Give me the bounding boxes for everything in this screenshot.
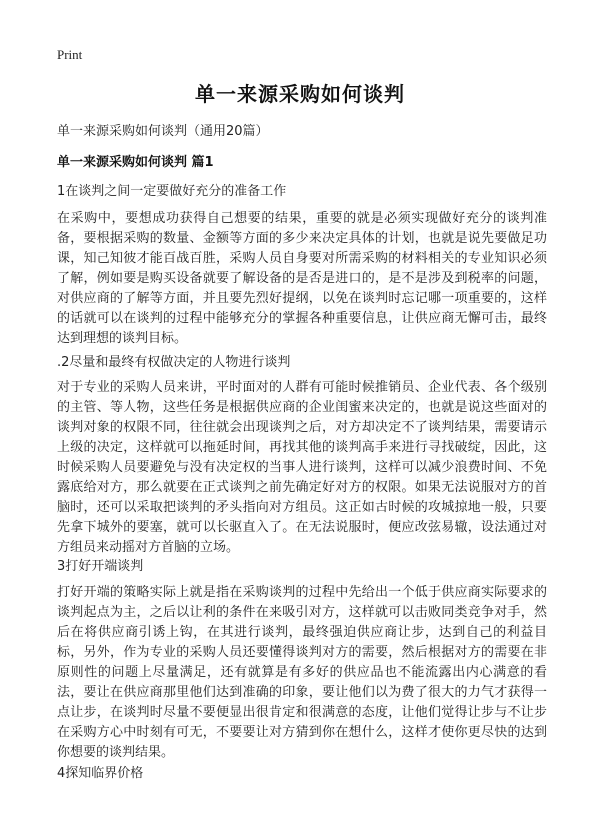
- print-label: Print: [57, 47, 83, 62]
- section-heading-4: 4探知临界价格: [57, 766, 144, 781]
- section-title: 单一来源采购如何谈判 篇1: [57, 155, 214, 170]
- section-paragraph-1: 在采购中，要想成功获得自己想要的结果，重要的就是必须实现做好充分的谈判准备，要根据采购的数量、金额等方面的多少来决定具体的计划，也就是说先要做足功课，知己知彼才能百战百胜，采购人员自身要对所需采购的材料相关的专业知识必须了解，例如要是购买设备就要了解设备的是否是进口的，是不是涉及到税率的问题，对供应商的了解等方面，并且要先烈好提纲，以免在谈判时忘记哪一项重要的，这样的话就可以在谈判的过程中能够充分的掌握各种重要信息，让供应商无懈可击，最终达到理想的谈判目标。: [57, 211, 547, 346]
- section-heading-2: .2尽量和最终有权做决定的人物进行谈判: [57, 355, 291, 370]
- document-subtitle: 单一来源采购如何谈判（通用20篇）: [57, 124, 269, 139]
- section-paragraph-3: 打好开端的策略实际上就是指在采购谈判的过程中先给出一个低于供应商实际要求的谈判起点为主，之后以让利的条件在来吸引对方，这样就可以击败同类竞争对手，然后在将供应商引诱上钩，在其进行谈判，最终强迫供应商让步，达到自己的利益目标，另外，作为专业的采购人员还要懂得谈判对方的需要，然后根据对方的需要在非原则性的问题上尽量满足，还有就算是有多好的供应品也不能流露出内心满意的看法，要让在供应商那里他们达到准确的印象，要让他们以为费了很大的力气才获得一点让步，在谈判时尽量不要便显出很肯定和很满意的态度，让他们觉得让步与不让步在采购方心中时刻有可无，不要要让对方猜到你在想什么，这样才使你更尽快的达到你想要的谈判结果。: [57, 585, 547, 760]
- section-heading-3: 3打好开端谈判: [57, 559, 144, 574]
- section-paragraph-2: 对于专业的采购人员来讲，平时面对的人群有可能时候推销员、企业代表、各个级别的主管、等人物，这些任务是根据供应商的企业闺蜜来决定的，也就是说这些面对的谈判对象的权限不同，往往就会出现谈判之后，对方却决定不了谈判结果，需要请示上级的决定，这样就可以拖延时间，再找其他的谈判高手来进行寻找破绽，因此，这时候采购人员要避免与没有决定权的当事人进行谈判，这样可以减少浪费时间、不免露底给对方，那么就要在正式谈判之前先确定好对方的权限。如果无法说服对方的首脑时，还可以采取把谈判的矛头指向对方组员。这正如古时候的攻城掠地一般，只要先拿下城外的要塞，就可以长驱直入了。在无法说服时，便应改弦易辙，设法通过对方组员来动摇对方首脑的立场。: [57, 380, 547, 555]
- document-title: 单一来源采购如何谈判: [195, 82, 405, 106]
- section-heading-1: 1在谈判之间一定要做好充分的准备工作: [57, 184, 287, 199]
